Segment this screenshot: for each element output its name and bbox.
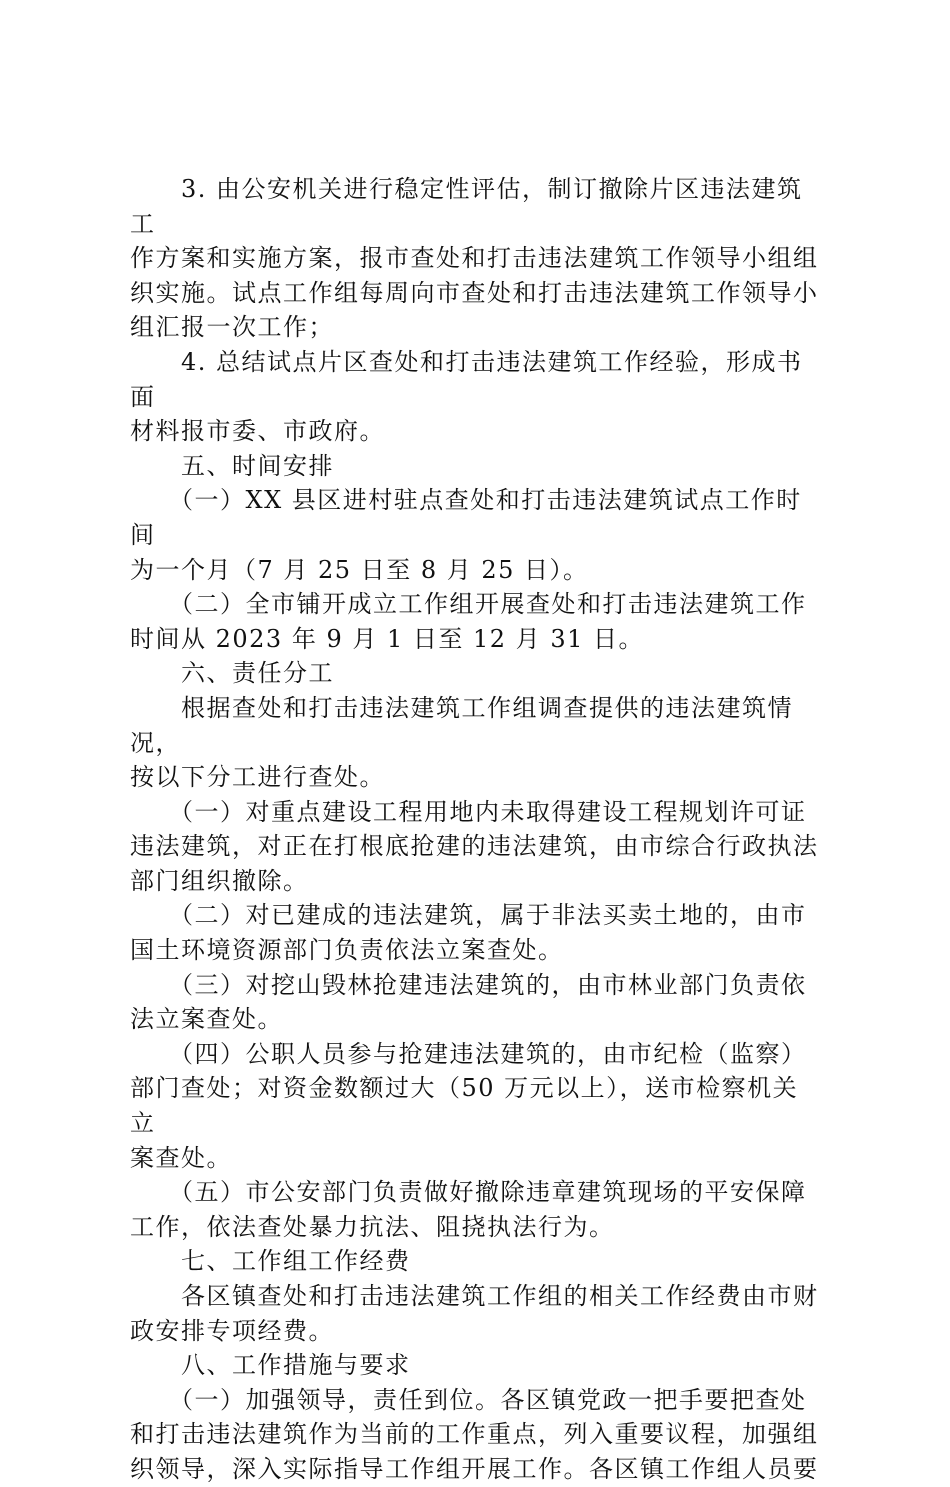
paragraph-responsibility-1: （一）对重点建设工程用地内未取得建设工程规划许可证 违法建筑，对正在打根底抢建的违法建筑，由市综合行政执法 部门组织撤除。 bbox=[130, 797, 819, 895]
paragraph-schedule-1: （一）XX 县区进村驻点查处和打击违法建筑试点工作时间 为一个月（7 月 25 日至 8 月 25 日）。 bbox=[130, 486, 802, 584]
paragraph-schedule-2: （二）全市铺开成立工作组开展查处和打击违法建筑工作 时间从 2023 年 9 月 1 日至 12 月 31 日。 bbox=[130, 590, 807, 653]
section-heading-schedule: 五、时间安排 bbox=[130, 451, 334, 480]
paragraph-item-4: 4. 总结试点片区查处和打击违法建筑工作经验，形成书面 材料报市委、市政府。 bbox=[130, 347, 803, 446]
section-heading-responsibility: 六、责任分工 bbox=[130, 659, 334, 688]
paragraph-measures-1: （一）加强领导，责任到位。各区镇党政一把手要把查处 和打击违法建筑作为当前的工作重点，列入重要议程，加强组 织领导，深入实际指导工作组开展工作。各区镇工作组人员要 bbox=[130, 1385, 819, 1483]
paragraph-responsibility-3: （三）对挖山毁林抢建违法建筑的，由市林业部门负责依 法立案查处。 bbox=[130, 970, 807, 1034]
section-heading-funding: 七、工作组工作经费 bbox=[130, 1247, 411, 1276]
paragraph-funding: 各区镇查处和打击违法建筑工作组的相关工作经费由市财 政安排专项经费。 bbox=[130, 1282, 819, 1345]
paragraph-responsibility-intro: 根据查处和打击违法建筑工作组调查提供的违法建筑情况， 按以下分工进行查处。 bbox=[130, 693, 793, 792]
paragraph-responsibility-5: （五）市公安部门负责做好撤除违章建筑现场的平安保障 工作，依法查处暴力抗法、阻挠执法行为。 bbox=[130, 1178, 807, 1241]
paragraph-responsibility-2: （二）对已建成的违法建筑，属于非法买卖土地的，由市 国土环境资源部门负责依法立案查处。 bbox=[130, 901, 807, 965]
section-heading-measures: 八、工作措施与要求 bbox=[130, 1351, 411, 1380]
paragraph-responsibility-4: （四）公职人员参与抢建违法建筑的，由市纪检（监察） 部门查处；对资金数额过大（50 万元以上），送市检察机关立 案查处。 bbox=[130, 1039, 807, 1172]
document-body bbox=[130, 172, 820, 1487]
paragraph-item-3: 3. 由公安机关进行稳定性评估，制订撤除片区违法建筑工 作方案和实施方案，报市查处和打击违法建筑工作领导小组组 织实施。试点工作组每周向市查处和打击违法建筑工作领导小 组汇报一次工作； bbox=[130, 175, 819, 342]
